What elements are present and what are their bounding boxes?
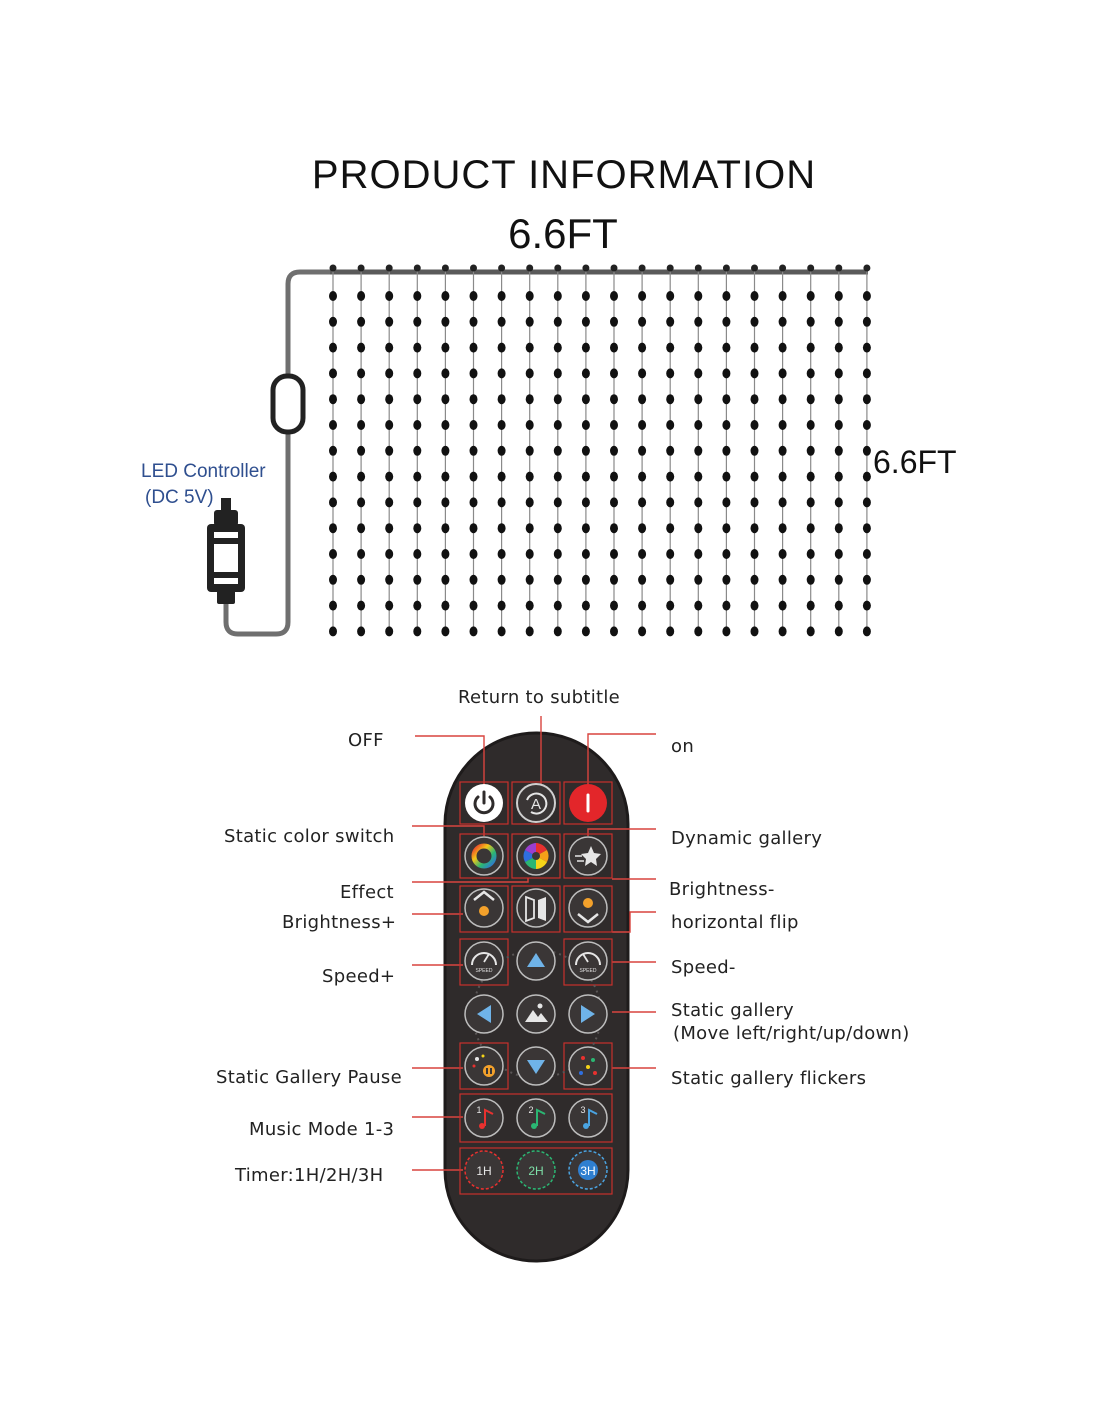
label-speed-minus: Speed- bbox=[671, 957, 736, 978]
label-brightness-minus: Brightness- bbox=[669, 879, 775, 900]
music-mode-1-button[interactable] bbox=[465, 1099, 503, 1137]
brightness-plus-button[interactable] bbox=[465, 889, 503, 927]
speed-minus-button[interactable] bbox=[569, 942, 607, 980]
label-on: on bbox=[671, 736, 695, 757]
music-mode-2-button[interactable] bbox=[517, 1099, 555, 1137]
sun-icon bbox=[479, 906, 489, 916]
label-off: OFF bbox=[348, 730, 384, 751]
curtain-width-label: 6.6FT bbox=[508, 210, 618, 257]
speed-plus-text: SPEED bbox=[475, 968, 493, 974]
static-gallery-button[interactable] bbox=[517, 995, 555, 1033]
left-button[interactable] bbox=[465, 995, 503, 1033]
static-color-switch-button[interactable] bbox=[465, 837, 503, 875]
music-1-number: 1 bbox=[476, 1105, 482, 1115]
label-static-gallery-move: (Move left/right/up/down) bbox=[673, 1023, 910, 1044]
off-button[interactable] bbox=[465, 784, 503, 822]
speed-minus-text: SPEED bbox=[579, 968, 597, 974]
label-static-gallery: Static gallery bbox=[671, 1000, 794, 1021]
label-return-to-subtitle: Return to subtitle bbox=[458, 687, 621, 708]
up-button[interactable] bbox=[517, 942, 555, 980]
speed-plus-button[interactable] bbox=[465, 942, 503, 980]
timer-3h-button[interactable] bbox=[569, 1151, 607, 1189]
color-wheel-icon bbox=[524, 843, 549, 869]
music-3-number: 3 bbox=[580, 1105, 586, 1115]
curtain-height-label: 6.6FT bbox=[873, 444, 957, 480]
label-effect: Effect bbox=[340, 882, 394, 903]
label-music-mode: Music Mode 1-3 bbox=[249, 1119, 395, 1140]
music-2-number: 2 bbox=[528, 1105, 534, 1115]
on-button[interactable] bbox=[569, 784, 607, 822]
label-static-gallery-pause: Static Gallery Pause bbox=[216, 1067, 402, 1088]
music-mode-3-button[interactable] bbox=[569, 1099, 607, 1137]
timer-1h-button[interactable] bbox=[465, 1151, 503, 1189]
timer-1h-text: 1H bbox=[476, 1164, 492, 1178]
brightness-minus-button[interactable] bbox=[569, 889, 607, 927]
return-to-subtitle-button[interactable] bbox=[517, 784, 555, 822]
static-gallery-flickers-button[interactable] bbox=[569, 1047, 607, 1085]
product-info-title: PRODUCT INFORMATION bbox=[311, 153, 817, 197]
timer-2h-text: 2H bbox=[528, 1164, 544, 1178]
led-controller-voltage: (DC 5V) bbox=[145, 487, 214, 508]
label-static-gallery-flickers: Static gallery flickers bbox=[671, 1068, 867, 1089]
label-brightness-plus: Brightness+ bbox=[282, 912, 397, 933]
down-button[interactable] bbox=[517, 1047, 555, 1085]
static-gallery-pause-button[interactable] bbox=[465, 1047, 503, 1085]
auto-mode-icon: A bbox=[530, 796, 542, 813]
timer-3h-text: 3H bbox=[580, 1164, 596, 1178]
led-controller-title: LED Controller bbox=[141, 461, 266, 482]
label-dynamic-gallery: Dynamic gallery bbox=[671, 828, 823, 849]
sun-icon bbox=[583, 898, 593, 908]
label-static-color-switch: Static color switch bbox=[224, 826, 395, 847]
horizontal-flip-button[interactable] bbox=[517, 889, 555, 927]
effect-button[interactable] bbox=[517, 837, 555, 875]
label-horizontal-flip: horizontal flip bbox=[671, 912, 799, 933]
right-button[interactable] bbox=[569, 995, 607, 1033]
label-timer: Timer:1H/2H/3H bbox=[235, 1165, 384, 1186]
dynamic-gallery-button[interactable] bbox=[569, 837, 607, 875]
timer-2h-button[interactable] bbox=[517, 1151, 555, 1189]
label-speed-plus: Speed+ bbox=[322, 966, 396, 987]
